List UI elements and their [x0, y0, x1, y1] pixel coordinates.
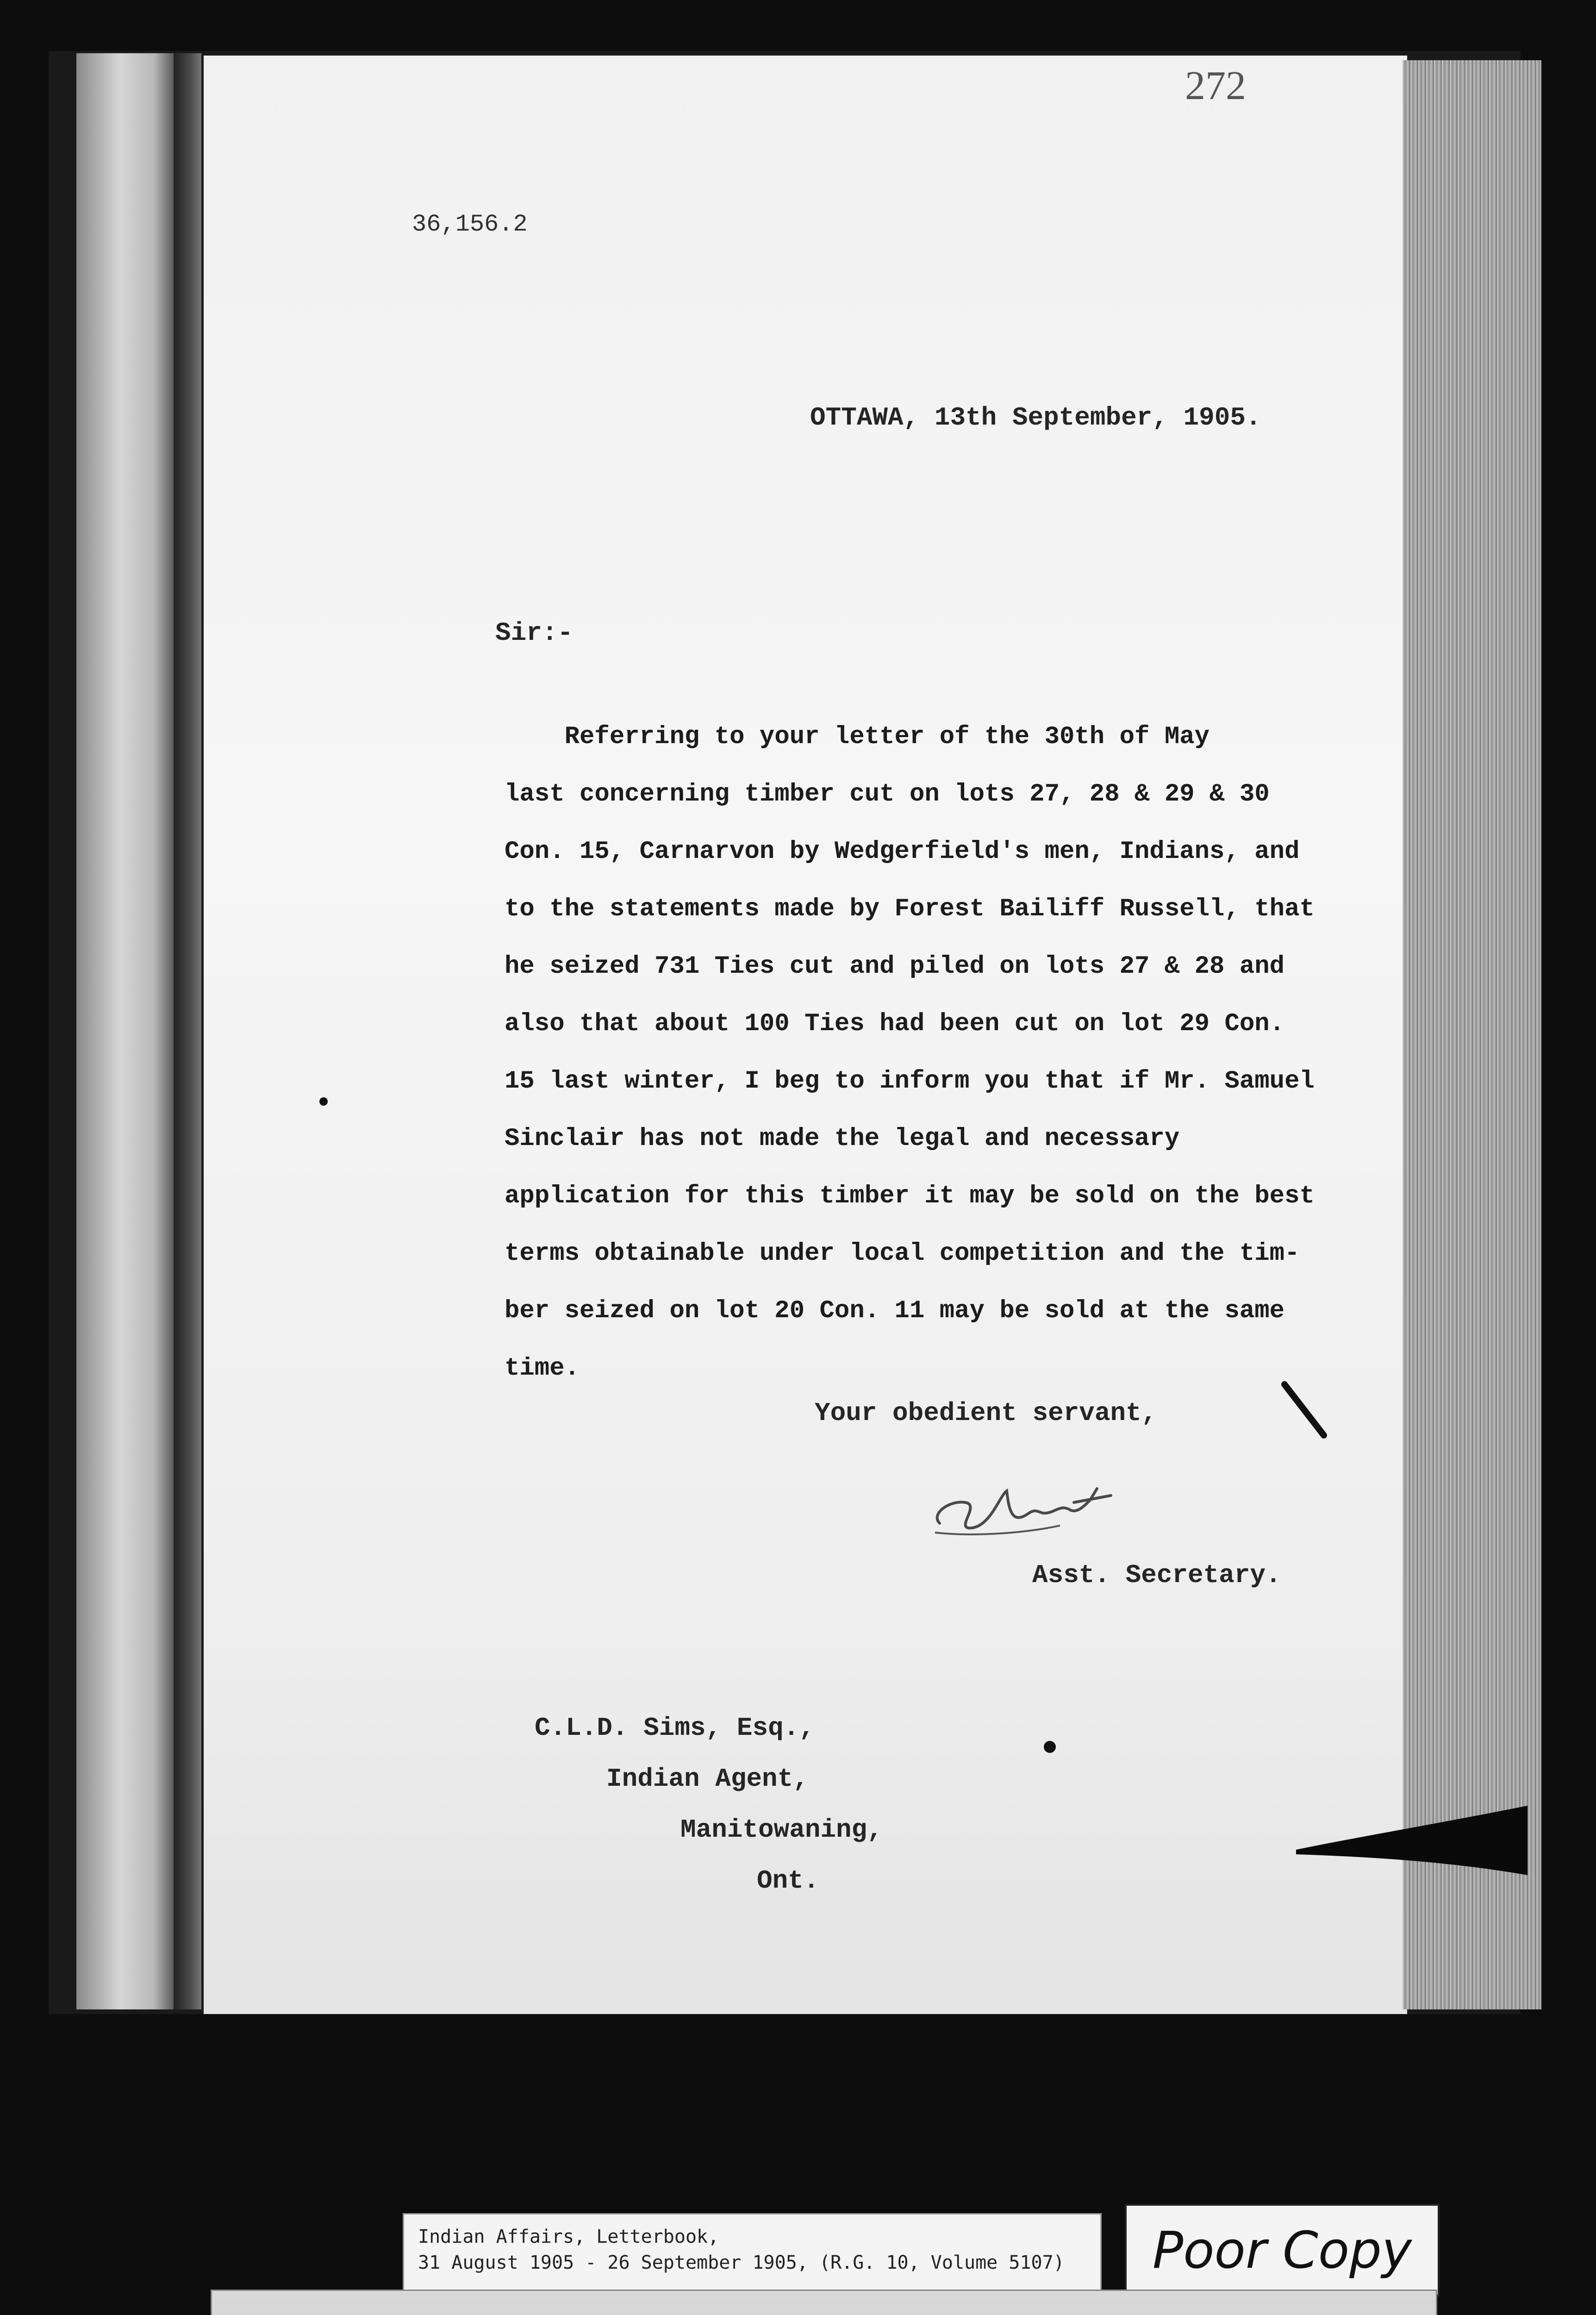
pen-shadow — [1296, 1806, 1527, 1875]
ink-blot — [1044, 1741, 1056, 1753]
body-line: terms obtainable under local competition and the tim- — [505, 1239, 1300, 1268]
body-line: last concerning timber cut on lots 27, 28 & 29 & 30 — [505, 780, 1270, 808]
poor-copy-note: Poor Copy — [1125, 2204, 1440, 2296]
body-line: ber seized on lot 20 Con. 11 may be sold at the same — [505, 1297, 1285, 1325]
body-line: he seized 731 Ties cut and piled on lots 27 & 28 and — [505, 952, 1285, 981]
body-line: Con. 15, Carnarvon by Wedgerfield's men, Indians, and — [505, 838, 1300, 866]
handwritten-signature — [921, 1445, 1143, 1546]
letter-body — [505, 708, 1315, 1397]
body-line: Sinclair has not made the legal and necessary — [505, 1125, 1180, 1153]
body-line: to the statements made by Forest Bailiff Russell, that — [505, 895, 1315, 923]
left-page-edge — [76, 53, 174, 2009]
body-line: Referring to your letter of the 30th of May — [505, 723, 1210, 751]
archive-label — [403, 2213, 1102, 2292]
page-number: 272 — [1185, 63, 1246, 108]
addressee-town: Manitowaning, — [680, 1815, 883, 1845]
pen-mark — [1278, 1380, 1333, 1445]
salutation: Sir:- — [495, 618, 574, 648]
addressee-name: C.L.D. Sims, Esq., — [535, 1713, 815, 1743]
label-line-2: 31 August 1905 - 26 September 1905, (R.G. 10, Volume 5107) — [418, 2252, 1065, 2273]
archives-stamp — [211, 2290, 1437, 2315]
body-line: also that about 100 Ties had been cut on lot 29 Con. — [505, 1010, 1285, 1038]
book-gutter — [174, 53, 201, 2009]
body-line: 15 last winter, I beg to inform you that if Mr. Samuel — [505, 1067, 1315, 1095]
label-line-1: Indian Affairs, Letterbook, — [418, 2226, 719, 2247]
addressee-province: Ont. — [757, 1866, 819, 1896]
body-line: application for this timber it may be sold on the best — [505, 1182, 1315, 1210]
page-stack-edges — [1403, 60, 1541, 2009]
closing: Your obedient servant, — [815, 1398, 1157, 1428]
body-line: time. — [505, 1354, 580, 1383]
file-reference: 36,156.2 — [412, 211, 528, 238]
signer-title: Asst. Secretary. — [1032, 1560, 1281, 1590]
ink-blot — [319, 1097, 328, 1106]
dateline: OTTAWA, 13th September, 1905. — [810, 403, 1261, 432]
addressee-office: Indian Agent, — [606, 1764, 809, 1794]
